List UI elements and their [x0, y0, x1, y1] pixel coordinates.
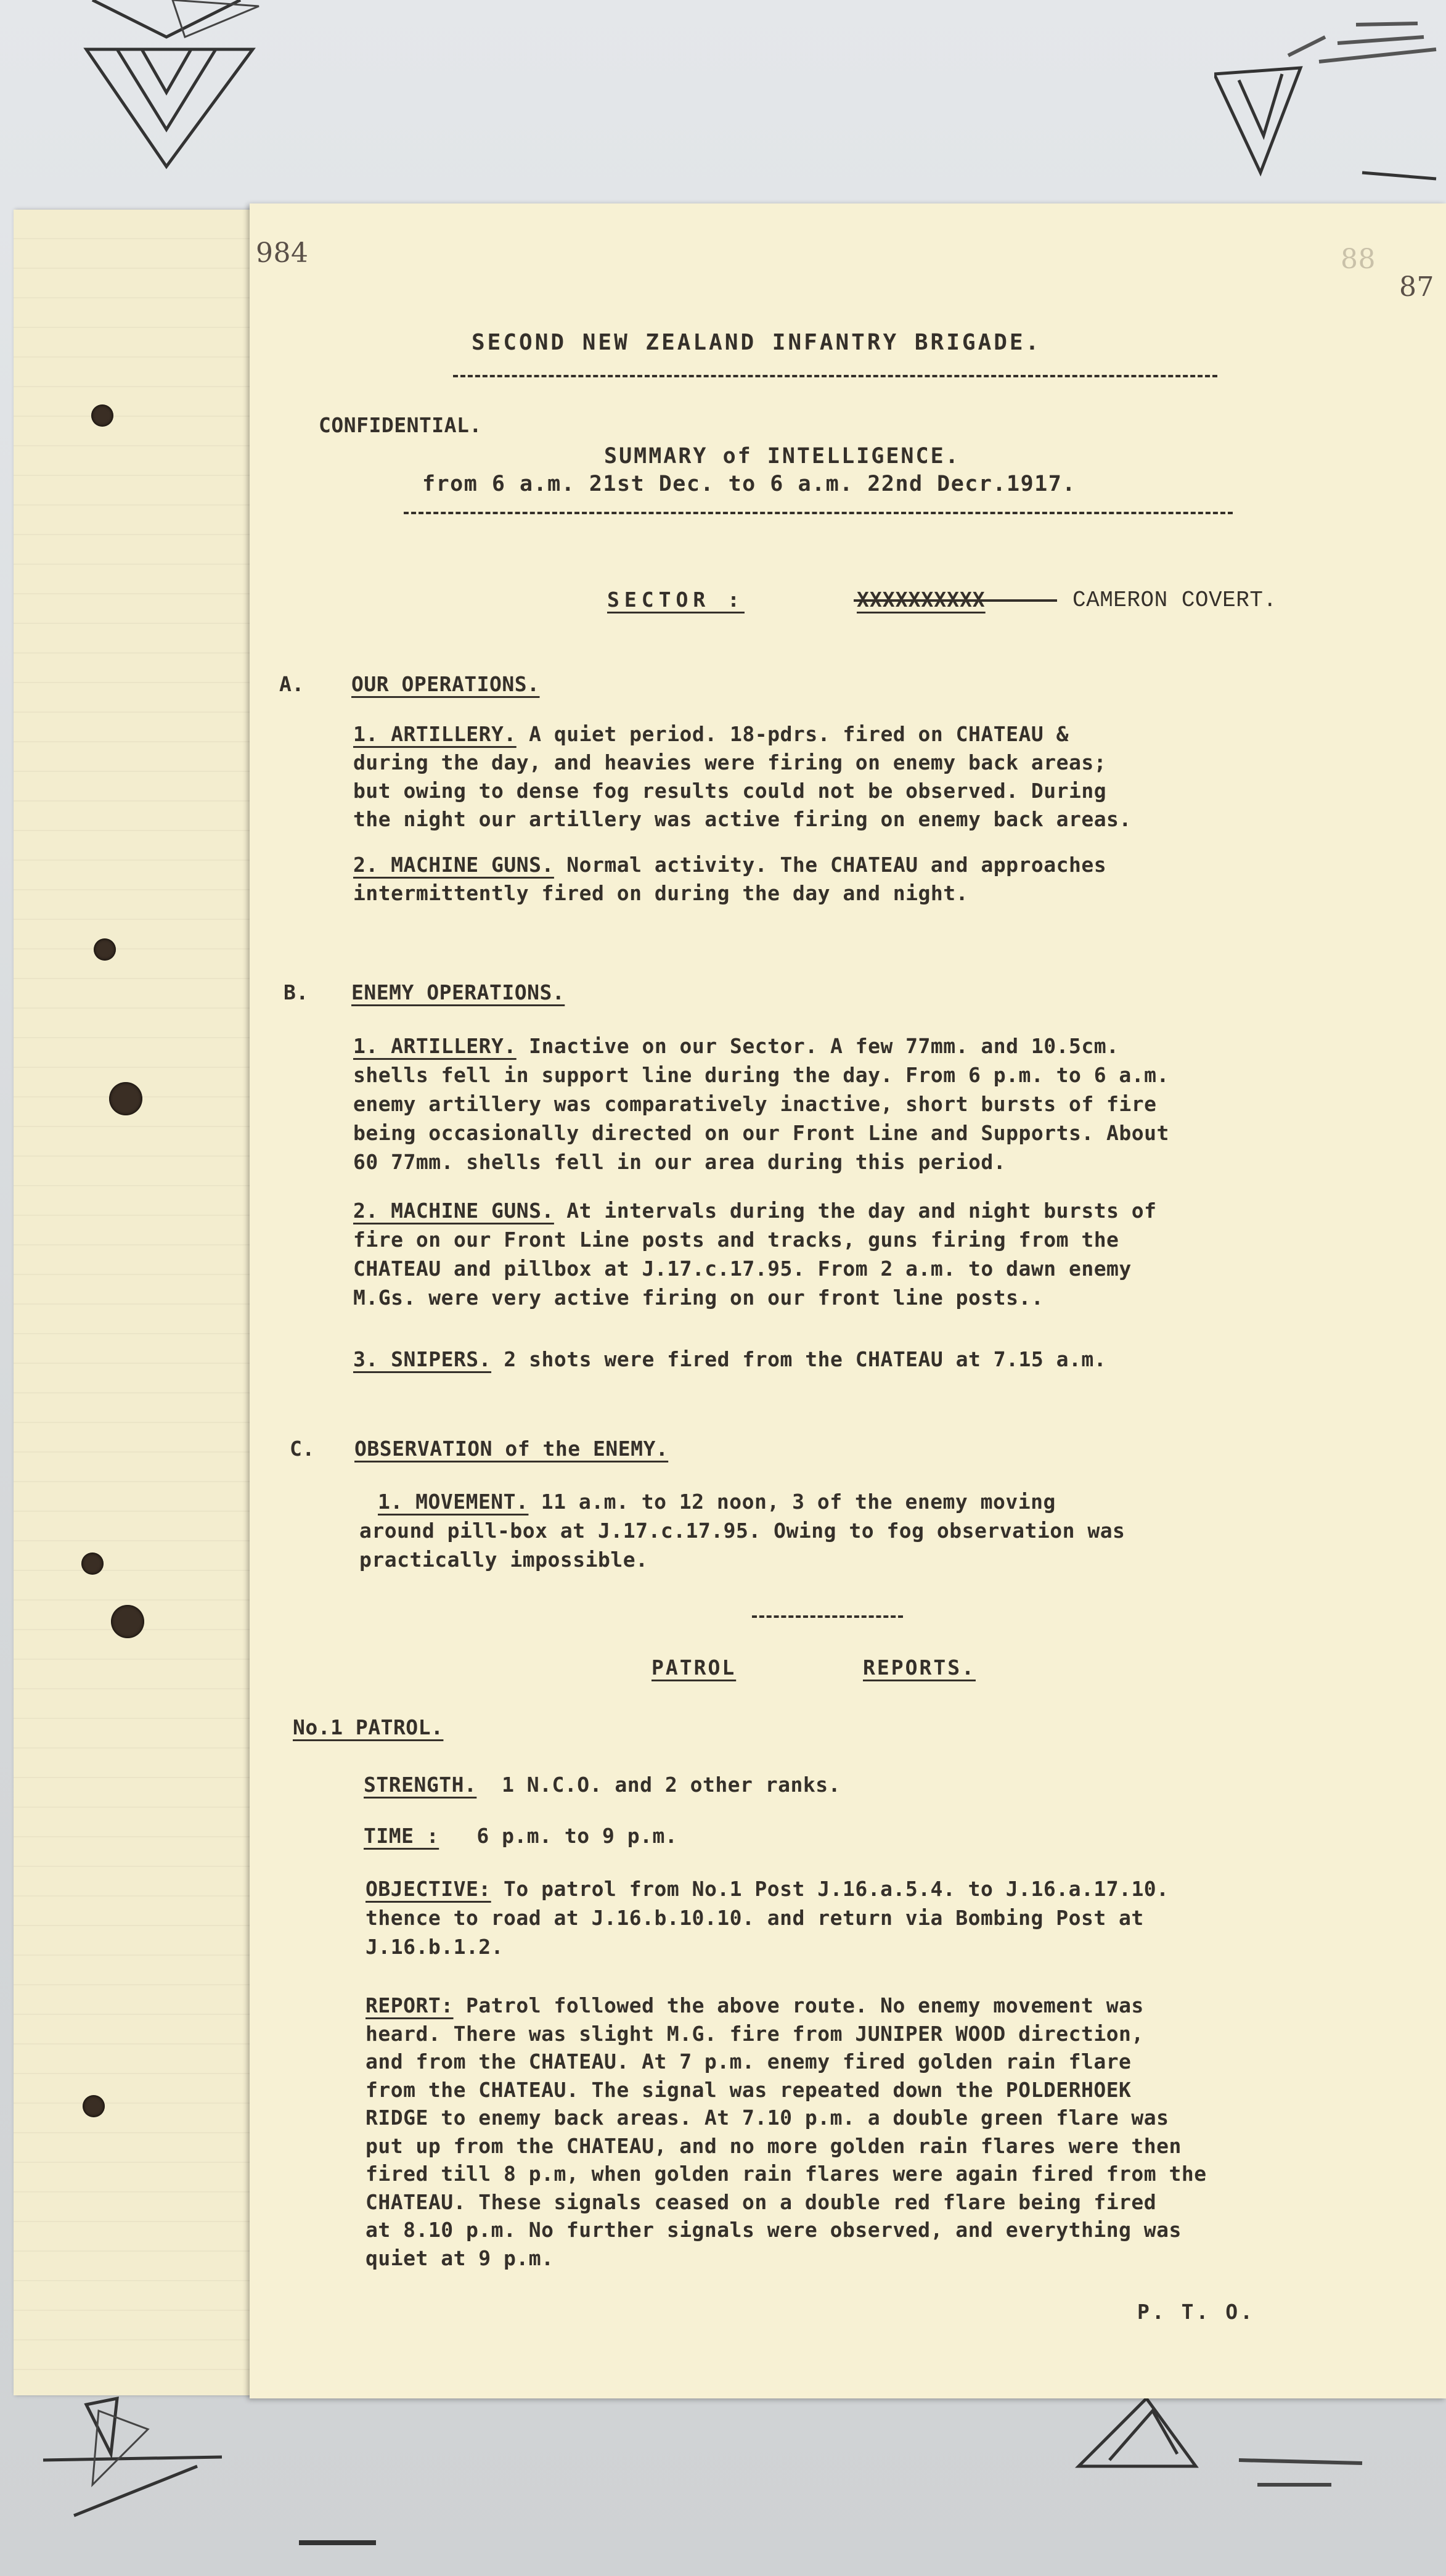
- para-line: CHATEAU. These signals ceased on a double red flare being fired: [366, 2189, 1157, 2214]
- patrol-time-value: 6 p.m. to 9 p.m.: [476, 1824, 678, 1848]
- para-line: enemy artillery was comparatively inactive, short bursts of fire: [353, 1092, 1157, 1116]
- para-line: around pill-box at J.17.c.17.95. Owing to fog observation was: [359, 1519, 1125, 1543]
- para-line: put up from the CHATEAU, and no more golden rain flares were then: [366, 2133, 1182, 2158]
- punch-hole: [111, 1605, 144, 1638]
- pencil-sketch-top-right: [1214, 12, 1442, 197]
- patrol-report: [366, 1991, 1207, 2272]
- para-line: shells fell in support line during the day. From 6 p.m. to 6 a.m.: [353, 1063, 1169, 1087]
- para-line: being occasionally directed on our Front Line and Supports. About: [353, 1121, 1169, 1145]
- patrol-heading-right: REPORTS.: [863, 1655, 976, 1680]
- para-line: 60 77mm. shells fell in our area during this period.: [353, 1150, 1007, 1174]
- patrol-strength: [364, 1773, 841, 1797]
- para-line: quiet at 9 p.m.: [366, 2246, 554, 2270]
- section-c-letter: C.: [290, 1437, 315, 1461]
- classification: CONFIDENTIAL.: [319, 413, 482, 437]
- folio-number-left: 984: [256, 237, 309, 269]
- patrol-heading-left: PATROL: [652, 1655, 737, 1680]
- summary-rule: [404, 512, 1233, 514]
- patrol-strength-label: STRENGTH.: [364, 1773, 477, 1797]
- pencil-sketch-bottom-left: [37, 2392, 240, 2534]
- para-line: but owing to dense fog results could not be observed. During: [353, 779, 1107, 803]
- punch-hole: [91, 404, 113, 427]
- section-b-letter: B.: [284, 980, 309, 1004]
- section-b-para3: [353, 1347, 1106, 1371]
- para-line: and from the CHATEAU. At 7 p.m. enemy fired golden rain flare: [366, 2049, 1132, 2074]
- patrol-objective: [366, 1874, 1169, 1961]
- para-line: heard. There was slight M.G. fire from JUNIPER WOOD direction,: [366, 2021, 1144, 2046]
- para-line: practically impossible.: [359, 1548, 648, 1572]
- section-c-para1: [359, 1487, 1125, 1574]
- folio-number-faint: 88: [1341, 244, 1376, 275]
- section-b-title: ENEMY OPERATIONS.: [351, 980, 565, 1004]
- section-b-para1: [353, 1032, 1169, 1176]
- document-page: [250, 203, 1446, 2398]
- pencil-mark-bottom: [299, 2540, 376, 2545]
- sector-name: CAMERON COVERT.: [1072, 588, 1277, 613]
- section-a-para1-heading: 1. ARTILLERY.: [353, 722, 517, 746]
- pencil-sketch-bottom-right: [1072, 2392, 1368, 2516]
- pencil-sketch-top-left: [80, 0, 265, 179]
- binding-strip: [14, 210, 254, 2395]
- sector-struck-text: XXXXXXXXXX: [857, 588, 986, 612]
- section-c-para1-heading: 1. MOVEMENT.: [378, 1490, 529, 1514]
- para-line: At intervals during the day and night bursts of: [553, 1199, 1157, 1223]
- para-line: A quiet period. 18-pdrs. fired on CHATEAU &: [516, 722, 1069, 746]
- section-a-letter: A.: [279, 672, 304, 696]
- brigade-title: SECOND NEW ZEALAND INFANTRY BRIGADE.: [472, 330, 1042, 355]
- section-a-para2: [353, 851, 1106, 908]
- section-b-para2: [353, 1196, 1157, 1312]
- para-line: CHATEAU and pillbox at J.17.c.17.95. From 2 a.m. to dawn enemy: [353, 1257, 1132, 1281]
- punch-hole: [81, 1553, 104, 1575]
- section-b-para2-heading: 2. MACHINE GUNS.: [353, 1199, 554, 1223]
- para-line: RIDGE to enemy back areas. At 7.10 p.m. a double green flare was: [366, 2106, 1169, 2130]
- para-line: Inactive on our Sector. A few 77mm. and 10.5cm.: [516, 1034, 1119, 1058]
- section-b-para1-heading: 1. ARTILLERY.: [353, 1034, 517, 1058]
- para-line: thence to road at J.16.b.10.10. and return via Bombing Post at: [366, 1906, 1144, 1930]
- para-line: Patrol followed the above route. No enemy movement was: [453, 1993, 1144, 2017]
- para-line: fired till 8 p.m, when golden rain flares were again fired from the: [366, 2162, 1207, 2186]
- summary-title: SUMMARY of INTELLIGENCE.: [604, 444, 960, 469]
- para-line: fire on our Front Line posts and tracks, guns firing from the: [353, 1228, 1119, 1252]
- para-line: at 8.10 p.m. No further signals were observed, and everything was: [366, 2218, 1182, 2242]
- sector-strike-line: [854, 599, 1057, 602]
- para-line: To patrol from No.1 Post J.16.a.5.4. to J.16.a.17.10.: [491, 1877, 1169, 1901]
- para-line: 11 a.m. to 12 noon, 3 of the enemy moving: [528, 1490, 1056, 1514]
- punch-hole: [109, 1082, 142, 1115]
- para-line: M.Gs. were very active firing on our front line posts..: [353, 1286, 1044, 1310]
- patrol-time: [364, 1824, 677, 1848]
- section-b-para3-heading: 3. SNIPERS.: [353, 1347, 492, 1371]
- section-a-para1: [353, 720, 1132, 834]
- para-line: during the day, and heavies were firing on enemy back areas;: [353, 750, 1107, 774]
- section-a-para2-heading: 2. MACHINE GUNS.: [353, 853, 554, 877]
- para-line: the night our artillery was active firing on enemy back areas.: [353, 807, 1132, 831]
- para-line: Normal activity. The CHATEAU and approaches: [553, 853, 1107, 877]
- patrol-name: No.1 PATROL.: [293, 1715, 444, 1739]
- punch-hole: [83, 2095, 105, 2117]
- section-divider: [752, 1615, 903, 1618]
- patrol-time-label: TIME :: [364, 1824, 439, 1848]
- punch-hole: [94, 938, 116, 961]
- patrol-strength-value: 1 N.C.O. and 2 other ranks.: [502, 1773, 841, 1797]
- para-line: intermittently fired on during the day and night.: [353, 881, 969, 905]
- para-line: 2 shots were fired from the CHATEAU at 7.15 a.m.: [491, 1347, 1107, 1371]
- pto-note: P. T. O.: [1137, 2300, 1255, 2324]
- summary-period: from 6 a.m. 21st Dec. to 6 a.m. 22nd Decr.1917.: [422, 472, 1076, 496]
- section-a-title: OUR OPERATIONS.: [351, 672, 540, 696]
- patrol-objective-label: OBJECTIVE:: [366, 1877, 491, 1901]
- sector-label: SECTOR :: [607, 588, 745, 612]
- folio-number-right: 87: [1399, 271, 1434, 303]
- section-c-title: OBSERVATION of the ENEMY.: [354, 1437, 669, 1461]
- para-line: J.16.b.1.2.: [366, 1935, 504, 1959]
- patrol-report-label: REPORT:: [366, 1993, 454, 2017]
- para-line: from the CHATEAU. The signal was repeated down the POLDERHOEK: [366, 2077, 1132, 2102]
- brigade-title-rule: [453, 375, 1217, 377]
